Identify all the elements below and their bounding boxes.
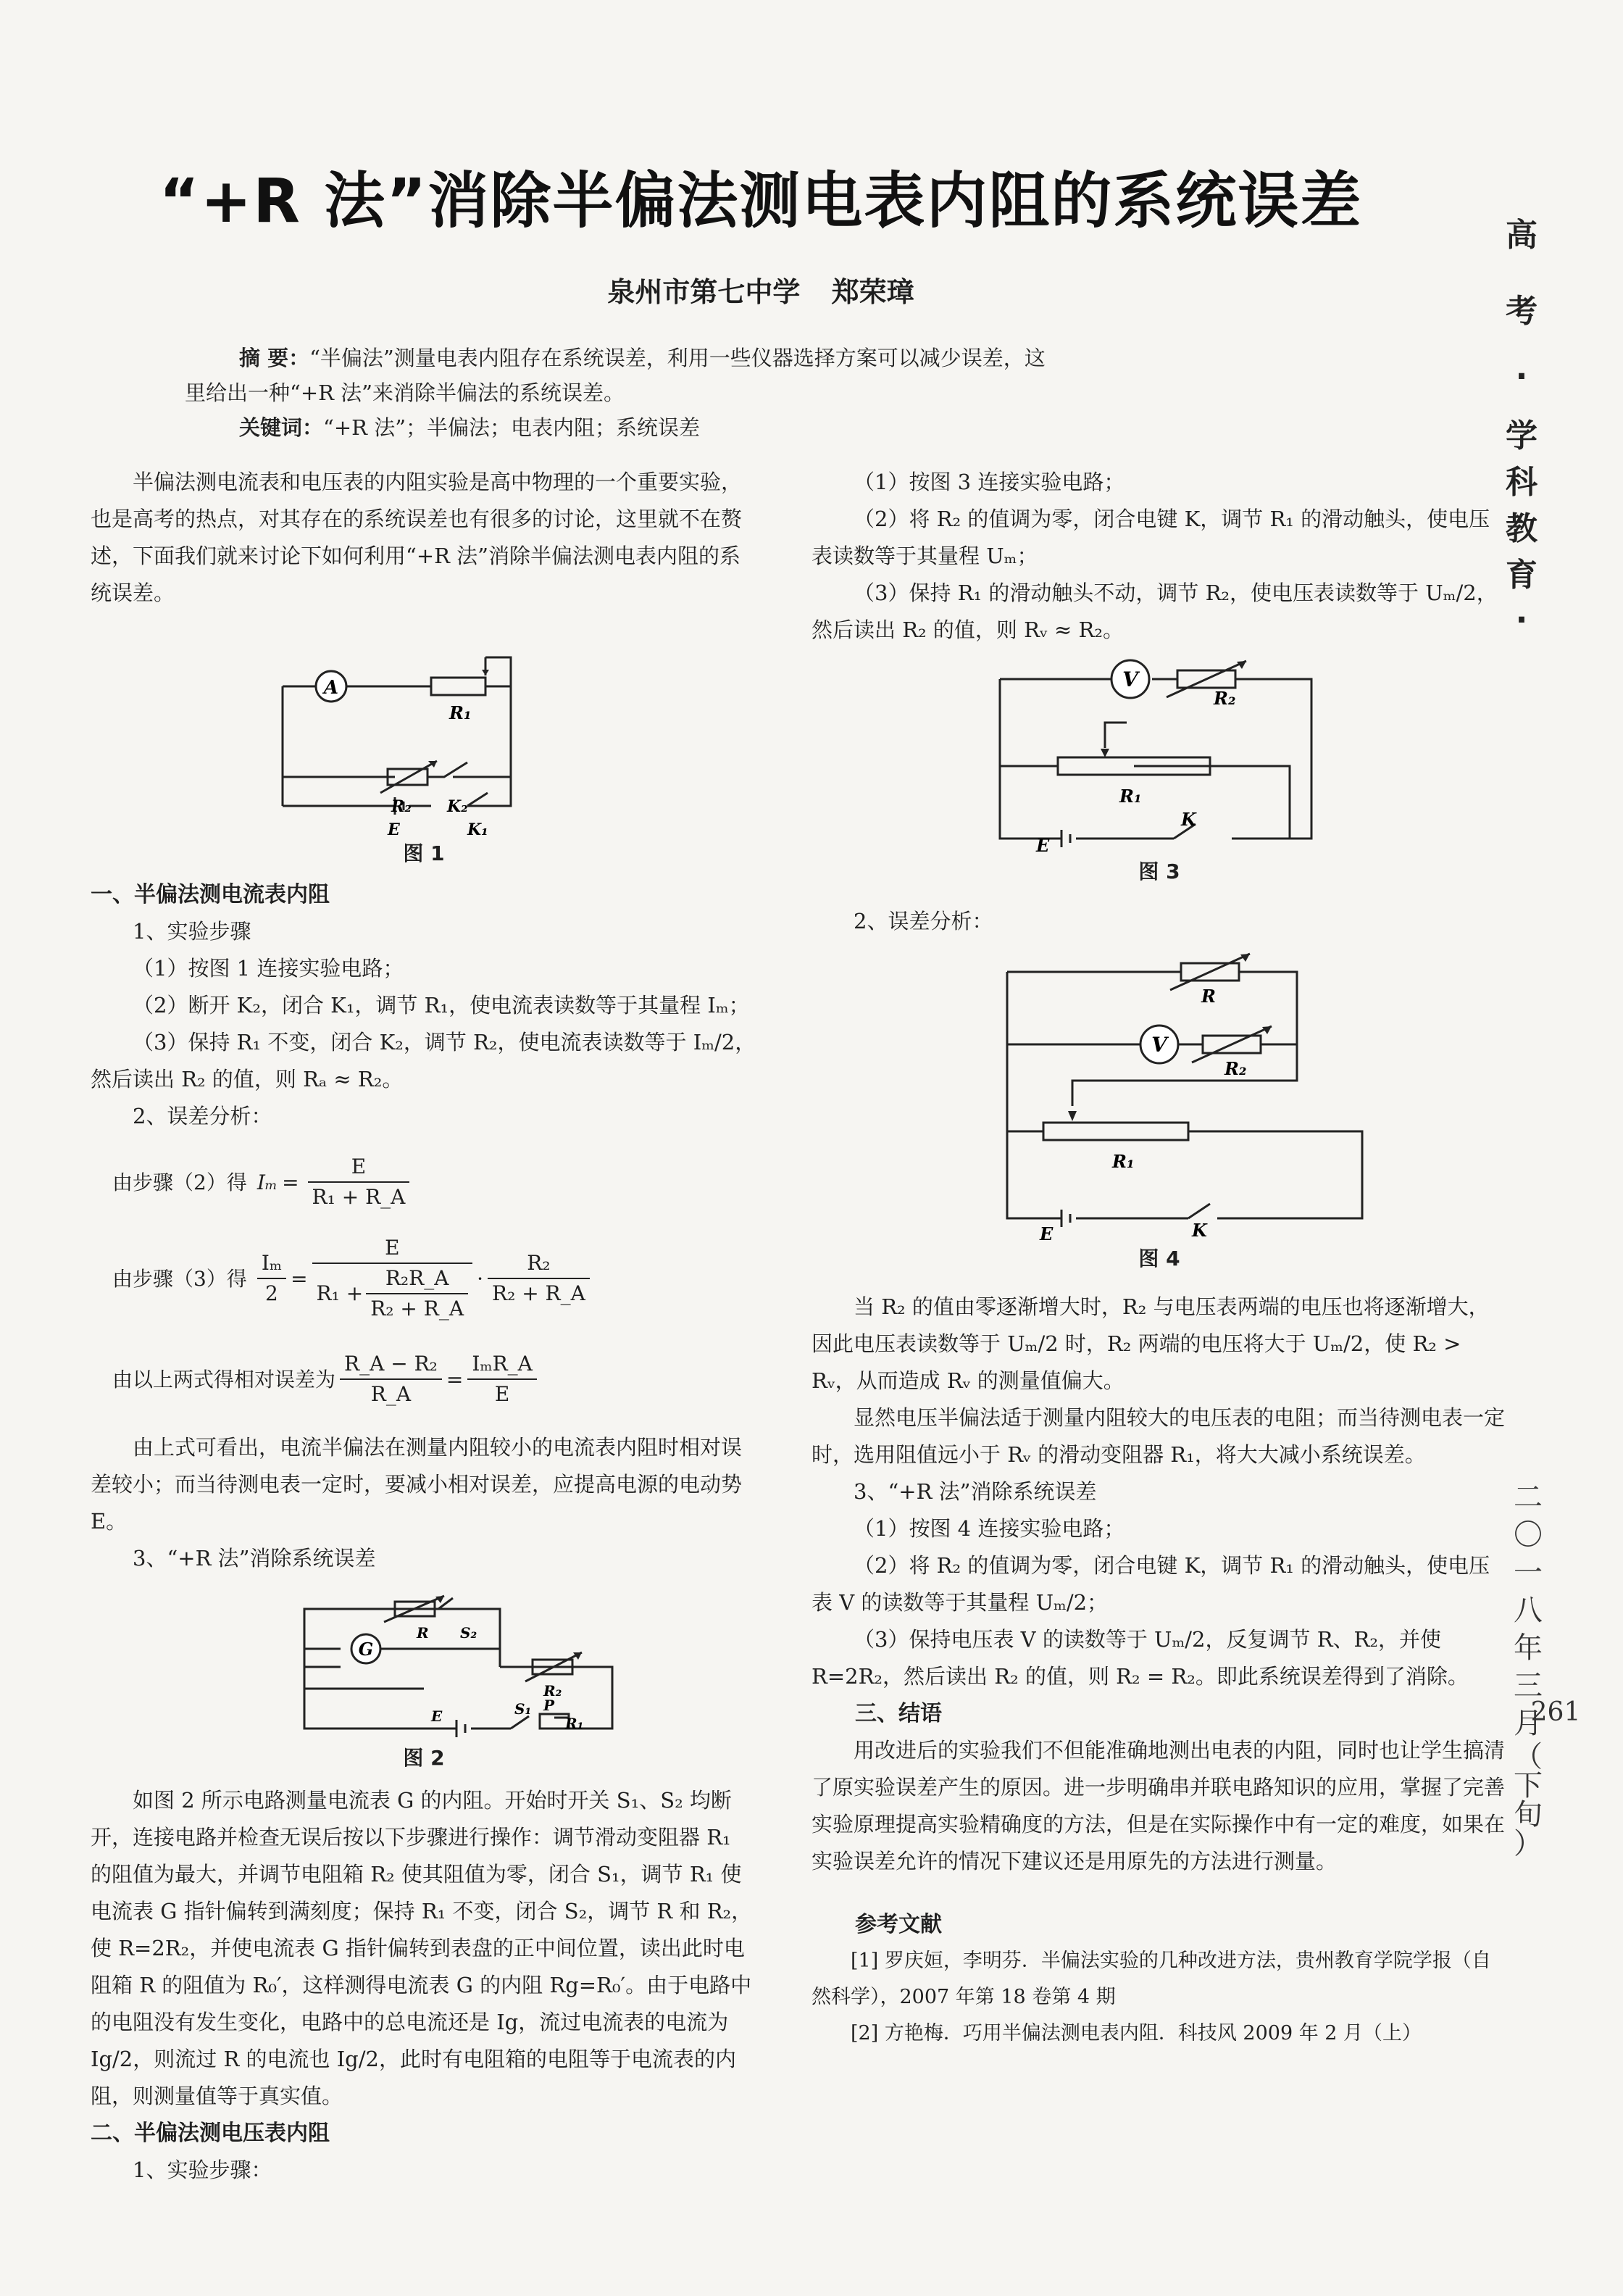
label-R1: R₁: [449, 702, 472, 723]
ammeter-label-A: A: [323, 677, 339, 699]
s1-error-title: 2、误差分析：: [133, 1104, 272, 1128]
abstract-line1: “半偏法”测量电表内阻存在系统误差，利用一些仪器选择方案可以减少误差，这: [309, 346, 1046, 370]
label-E: E: [1036, 835, 1050, 853]
eq1-equals: =: [282, 1170, 299, 1194]
date-char: 〇: [1514, 1518, 1543, 1552]
eq3-frac-1: [340, 1349, 442, 1409]
label-K1: K₁: [467, 820, 488, 835]
side-char: 考: [1506, 293, 1538, 330]
label-K2: K₂: [447, 797, 468, 816]
date-char: 年: [1514, 1631, 1543, 1665]
conclusion-paragraph: 用改进后的实验我们不但能准确地测出电表的内阻，同时也让学生搞清了原实验误差产生的原因。进一步明确串并联电路知识的应用，掌握了完善实验原理提高实验精确度的方法，但是在实际操作中有一定的难度，如果在实验误差允许的情况下建议还是用原先的方法进行测量。: [812, 1738, 1506, 1873]
r-step-1: （1）按图 3 连接实验电路；: [854, 470, 1125, 494]
eq2-f1-den: [312, 1264, 473, 1323]
keywords: “+R 法”；半偏法；电表内阻；系统误差: [323, 415, 701, 440]
label-R2: R₂: [391, 797, 412, 816]
r-error-title: 2、误差分析：: [854, 909, 993, 933]
r-error-paragraph-2: 显然电压半偏法适于测量内阻较大的电压表的电阻；而当待测电表一定时，选用阻值远小于 Rᵥ 的滑动变阻器 R₁，将大大减小系统误差。: [812, 1405, 1506, 1467]
label-R1: R₁: [1112, 1151, 1135, 1172]
eq2-equals: =: [291, 1266, 308, 1291]
voltmeter-label-V: V: [1122, 667, 1138, 691]
paper-title: “+R 法”消除半偏法测电表内阻的系统误差: [159, 165, 1363, 236]
date-char: （: [1514, 1740, 1543, 1773]
eq2-f2-num: R₂: [488, 1249, 590, 1279]
side-char: 育: [1506, 557, 1538, 594]
r-plusR-step-2: （2）将 R₂ 的值调为零，闭合电键 K，调节 R₁ 的滑动触头，使电压表 V 的读数等于其量程 Uₘ/2；: [812, 1553, 1490, 1615]
side-char: ·: [1515, 602, 1528, 639]
eq2-inner-den: R₂ + R_A: [370, 1297, 464, 1320]
label-E: E: [431, 1708, 443, 1725]
eq1-num: E: [308, 1152, 410, 1183]
figure-4-circuit: [812, 950, 1507, 1240]
date-char: ）: [1514, 1827, 1543, 1860]
eq1-lhs: Iₘ: [256, 1170, 278, 1194]
date-char: 三: [1514, 1669, 1543, 1702]
figure-3-circuit: [812, 657, 1507, 853]
r-step-2: （2）将 R₂ 的值调为零，闭合电键 K，调节 R₁ 的滑动触头，使电压表读数等于其量程 Uₘ；: [812, 507, 1490, 568]
eq3-f2-num: IₘR_A: [467, 1349, 537, 1380]
r-plusR-step-3: （3）保持电压表 V 的读数等于 Uₘ/2，反复调节 R、R₂，并使 R=2R₂，然后读出 R₂ 的值，则 R₂ = R₂。即此系统误差得到了消除。: [812, 1627, 1469, 1689]
eq2-frac-1: [312, 1234, 473, 1323]
abstract-label: 摘 要：: [239, 346, 310, 370]
label-R: R: [1201, 986, 1216, 1007]
date-char: 旬: [1514, 1798, 1543, 1831]
side-char: 教: [1506, 510, 1538, 547]
eq3-f2-den: E: [494, 1382, 510, 1406]
r-plusR-title: 3、“+R 法”消除系统误差: [854, 1479, 1097, 1504]
label-R2: R₂: [1214, 688, 1236, 709]
eq3-f1-den: R_A: [370, 1382, 412, 1406]
eq2-prefix: 由步骤（3）得: [112, 1266, 247, 1291]
equation-2: [112, 1228, 757, 1329]
label-S2: S₂: [460, 1624, 477, 1642]
side-date: [1514, 1478, 1588, 1860]
author-line: 泉州市第七中学 郑荣璋: [607, 276, 914, 308]
label-R1: R₁: [565, 1715, 584, 1732]
s1-plusR-title: 3、“+R 法”消除系统误差: [133, 1546, 376, 1571]
r-step-3: （3）保持 R₁ 的滑动触头不动，调节 R₂，使电压表读数等于 Uₘ/2，然后读出 R₂ 的值，则 Rᵥ ≈ R₂。: [812, 581, 1498, 642]
label-R2: R₂: [1224, 1058, 1247, 1079]
section-2-title: 二、半偏法测电压表内阻: [91, 2121, 330, 2146]
voltmeter-label-V: V: [1151, 1033, 1167, 1057]
figure-4-caption: 图 4: [1138, 1247, 1180, 1270]
figure-3-caption: 图 3: [1138, 860, 1180, 883]
r-error-paragraph-1: 当 R₂ 的值由零逐渐增大时，R₂ 与电压表两端的电压也将逐渐增大，因此电压表读数等于 Uₘ/2 时，R₂ 两端的电压将大于 Uₘ/2，使 R₂ > Rᵥ，从而造成 Rᵥ 的测量值偏大。: [812, 1294, 1490, 1393]
galvanometer-label-G: G: [358, 1639, 374, 1660]
keywords-label: 关键词：: [239, 415, 324, 440]
r-plusR-step-1: （1）按图 4 连接实验电路；: [854, 1516, 1125, 1541]
eq1-prefix: 由步骤（2）得: [112, 1170, 247, 1194]
eq3-f1-num: R_A − R₂: [340, 1349, 442, 1380]
reference-1: [1] 罗庆姮，李明芬．半偏法实验的几种改进方法，贵州教育学院学报（自然科学），2007 年第 18 卷第 4 期: [812, 1950, 1491, 2008]
date-char: 二: [1514, 1481, 1543, 1514]
figure-2-circuit: [91, 1580, 757, 1739]
side-char: 科: [1506, 464, 1538, 501]
date-char: 下: [1514, 1769, 1543, 1802]
eq3-prefix: 由以上两式得相对误差为: [112, 1367, 336, 1392]
figure-2-description: 如图 2 所示电路测量电流表 G 的内阻。开始时开关 S₁、S₂ 均断开，连接电路并检查无误后按以下步骤进行操作：调节滑动变阻器 R₁ 的阻值为最大，并调节电阻箱 R₂ 使其阻值为零，闭合 S₁，调节 R₁ 使电流表 G 指针偏转到满刻度；保持 R₁ 不变，闭合 S₂，调节 R 和 R₂，使 R=2R₂，并使电流表 G 指针偏转到表盘的正中间位置，读出此时电阻箱 R 的阻值为 R₀′，这样测得电流表 G 的内阻 Rg=R₀′。由于电路中的电阻没有发生变化，电路中的总电流还是 Ig，流过电流表的电流为 Ig/2，则流过 R 的电流也 Ig/2，此时有电阻箱的电阻等于电流表的内阻，则测量值等于真实值。: [91, 1788, 753, 2108]
s1-step-2: （2）断开 K₂，闭合 K₁，调节 R₁，使电流表读数等于其量程 Iₘ；: [133, 993, 750, 1018]
date-char: 月: [1514, 1707, 1543, 1740]
figure-1-caption: 图 1: [403, 841, 445, 865]
eq2-frac-2: [488, 1249, 590, 1308]
side-char: ·: [1515, 358, 1528, 395]
label-E: E: [1040, 1223, 1054, 1240]
intro-paragraph: 半偏法测电流表和电压表的内阻实验是高中物理的一个重要实验，也是高考的热点，对其存在的系统误差也有很多的讨论，这里就不在赘述，下面我们就来讨论下如何利用“+R 法”消除半偏法测电表内阻的系统误差。: [91, 470, 743, 605]
page-number: 261: [1530, 1697, 1581, 1727]
figure-2-caption: 图 2: [403, 1746, 445, 1770]
section-3-title: 三、结语: [855, 1701, 942, 1726]
eq2-lhs-num: Iₘ: [257, 1249, 286, 1279]
eq2-lhs-den: 2: [265, 1281, 278, 1305]
eq2-inner-num: R₂R_A: [366, 1264, 468, 1294]
eq2-f1-den-a: R₁ +: [316, 1281, 364, 1305]
label-R: R: [417, 1624, 429, 1642]
equation-1: [112, 1142, 757, 1222]
label-K: K: [1192, 1220, 1207, 1240]
eq2-lhs: [257, 1249, 286, 1308]
s1-step-1: （1）按图 1 连接实验电路；: [133, 956, 404, 981]
eq2-f1-num: E: [312, 1234, 473, 1264]
s1-step-3: （3）保持 R₁ 不变，闭合 K₂，调节 R₂，使电流表读数等于 Iₘ/2，然后读出 R₂ 的值，则 Rₐ ≈ R₂。: [91, 1030, 756, 1091]
eq2-f2-den: R₂ + R_A: [491, 1281, 585, 1305]
s1-steps-title: 1、实验步骤: [133, 919, 251, 944]
right-column: [812, 464, 1507, 2052]
label-R1: R₁: [1119, 786, 1142, 807]
eq2-dot: ·: [477, 1266, 483, 1291]
figure-1-circuit: [91, 625, 757, 835]
s1-conclusion: 由上式可看出，电流半偏法在测量内阻较小的电流表内阻时相对误差较小；而当待测电表一定时，要减小相对误差，应提高电源的电动势 E。: [91, 1435, 743, 1534]
date-char: 八: [1514, 1594, 1543, 1627]
abstract: [185, 341, 1297, 445]
reference-2: [2] 方艳梅．巧用半偏法测电表内阻．科技风 2009 年 2 月（上）: [851, 2022, 1422, 2045]
side-char: 高: [1506, 217, 1538, 254]
label-K: K: [1181, 809, 1196, 830]
references-title: 参考文献: [855, 1912, 942, 1937]
label-P: P: [543, 1697, 555, 1714]
eq1-den: R₁ + R_A: [312, 1185, 406, 1209]
date-char: 一: [1514, 1556, 1543, 1589]
equation-3: [112, 1339, 757, 1419]
section-1-title: 一、半偏法测电流表内阻: [91, 882, 330, 907]
s2-steps-title: 1、实验步骤：: [133, 2158, 272, 2182]
eq3-equals: =: [446, 1367, 464, 1392]
side-banner: [1506, 188, 1587, 642]
label-S1: S₁: [514, 1700, 532, 1718]
left-column: [91, 464, 757, 2189]
eq1-fraction: [308, 1152, 410, 1212]
label-R2: R₂: [543, 1682, 562, 1700]
eq3-frac-2: [467, 1349, 537, 1409]
abstract-line2: 里给出一种“+R 法”来消除半偏法的系统误差。: [185, 380, 625, 405]
side-char: 学: [1506, 417, 1538, 454]
label-E: E: [388, 820, 400, 835]
eq2-inner-frac: [366, 1264, 468, 1323]
